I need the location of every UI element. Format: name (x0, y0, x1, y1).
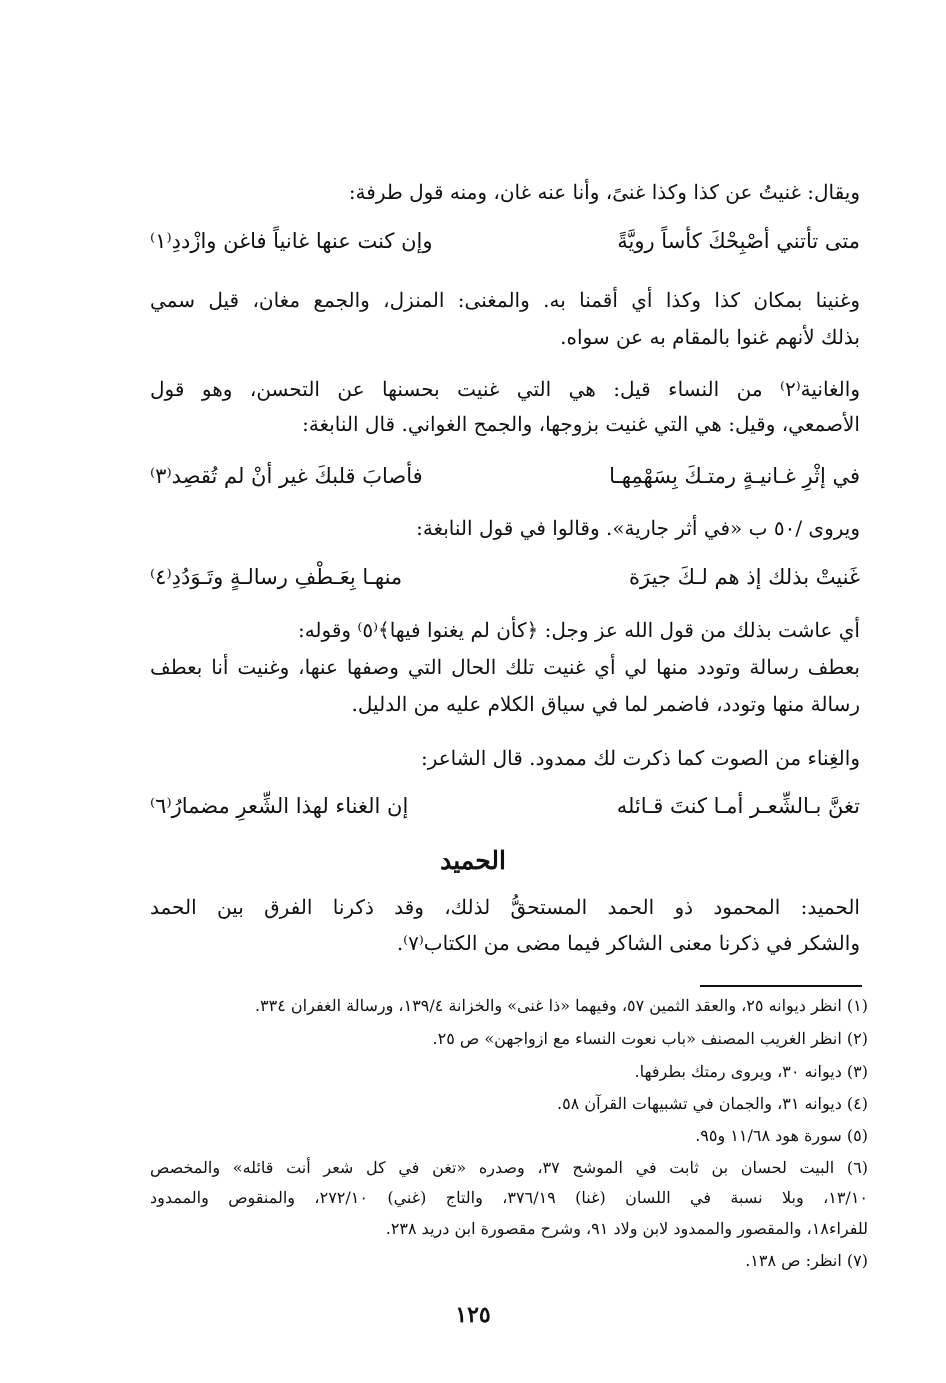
paragraph-hamid-line-1: الحميد: المحمود ذو الحمد المستحقُّ لذلك، وقد ذكرنا الفرق بين الحمد (150, 895, 860, 919)
verse-second-hemistich: إن الغناء لهذا الشِّعرِ مضمارُ⁽٦⁾ (150, 794, 409, 818)
footnote-separator (700, 985, 862, 987)
verse-nabigha-1 (150, 464, 860, 488)
verse-first-hemistich: غَنيتْ بذلك إذ هم لـكَ جيرَة (628, 565, 860, 589)
footnote-6-line-2: ١٣/١٠، وبلا نسبة في اللسان (غنا) ٣٧٦/١٩، والتاج (غني) ٢٧٢/١٠، والمنقوص والممدود (150, 1188, 868, 1207)
paragraph-hamid-line-2: والشكر في ذكرنا معنى الشاكر فيما مضى من الكتاب⁽٧⁾. (396, 931, 860, 955)
footnote-1: (١) انظر ديوانه ٢٥، والعقد الثمين ٥٧، وفيهما «ذا غنى» والخزانة ١٣٩/٤، ورسالة الغفران ٣٣٤. (254, 996, 868, 1015)
verse-first-hemistich: تغنَّ بـالشِّعـر أمـا كنتَ قـائله (616, 794, 860, 818)
verse-second-hemistich: منهـا بِعَـطْفِ رسالـةٍ وتَـوَدُدِ⁽٤⁾ (150, 565, 403, 589)
verse-hassan (150, 794, 860, 818)
paragraph-maghna-line-2: بذلك لأنهم غنوا بالمقام به عن سواه. (560, 325, 860, 349)
paragraph-variant-reading: ويروى /٥٠ ب «في أثر جارية». وقالوا في قول النابغة: (416, 516, 860, 540)
verse-first-hemistich: متى تأتني أصْبِحْكَ كأساً رويَّةً (617, 229, 860, 253)
paragraph-ghaniya-line-2: الأصمعي، وقيل: هي التي غنيت بزوجها، والجمح الغواني. قال النابغة: (302, 412, 860, 436)
paragraph-explanation-line-1: أي عاشت بذلك من قول الله عز وجل: ﴿كأن لم يغنوا فيها﴾⁽٥⁾ وقوله: (297, 618, 860, 642)
paragraph-ghaniya-line-1: والغانية⁽٢⁾ من النساء قيل: هي التي غنيت بحسنها عن التحسن، وهو قول (150, 377, 860, 401)
verse-tarafa (150, 229, 860, 253)
footnote-4: (٤) ديوانه ٣١، والجمان في تشبيهات القرآن ٥٨. (556, 1094, 868, 1113)
footnote-2: (٢) انظر الغريب المصنف «باب نعوت النساء مع ازواجهن» ص ٢٥. (432, 1029, 868, 1048)
paragraph-explanation-line-3: رسالة منها وتودد، فاضمر لما في سياق الكلام عليه من الدليل. (351, 692, 860, 716)
footnote-7: (٧) انظر: ص ١٣٨. (745, 1251, 868, 1270)
paragraph-maghna-line-1: وغنينا بمكان كذا وكذا أي أقمنا به. والمغنى: المنزل، والجمع مغان، قيل سمي (150, 288, 860, 312)
verse-second-hemistich: فأصابَ قلبكَ غير أنْ لم تُقصِد⁽٣⁾ (150, 464, 423, 488)
verse-second-hemistich: وإن كنت عنها غانياً فاغن وازْددِ⁽١⁾ (150, 229, 433, 253)
verse-nabigha-2 (150, 565, 860, 589)
paragraph-explanation-line-2: بعطف رسالة وتودد منها لي أي غنيت تلك الحال التي وصفها عنها، وغنيت أنا بعطف (150, 655, 860, 679)
paragraph-ghina: والغِناء من الصوت كما ذكرت لك ممدود. قال الشاعر: (420, 746, 860, 770)
paragraph-tarafa-intro: ويقال: غنيتُ عن كذا وكذا غنىً، وأنا عنه غان، ومنه قول طرفة: (348, 180, 860, 204)
page-number: ١٢٥ (455, 1302, 491, 1328)
section-heading: الحميد (440, 846, 506, 875)
footnote-3: (٣) ديوانه ٣٠، ويروى رمتك بطرفها. (634, 1062, 868, 1081)
footnote-5: (٥) سورة هود ١١/٦٨ و٩٥. (695, 1126, 868, 1145)
footnote-6-line-1: (٦) البيت لحسان بن ثابت في الموشح ٣٧، وصدره «تغن في كل شعر أنت قائله» والمخصص (150, 1158, 869, 1177)
footnote-6-line-3: للفراء١٨، والمقصور والممدود لابن ولاد ٩١، وشرح مقصورة ابن دريد ٢٣٨. (385, 1219, 868, 1238)
verse-first-hemistich: في إثْرِ غـانيـةٍ رمتـكَ بِسَهْمِهـا (609, 464, 860, 488)
